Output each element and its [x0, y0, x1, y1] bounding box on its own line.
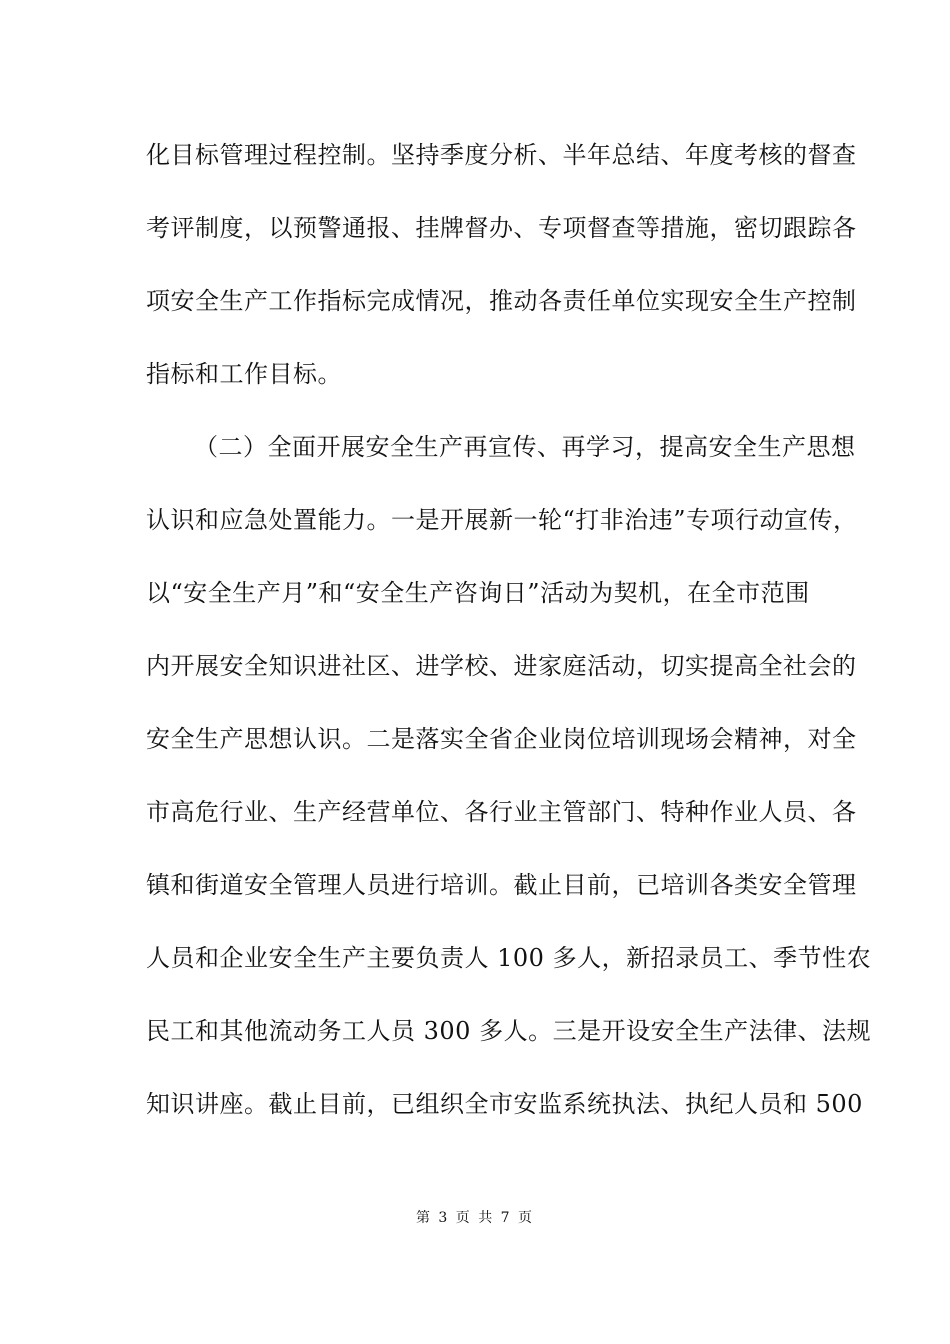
- paragraph-line: 内开展安全知识进社区、进学校、进家庭活动，切实提高全社会的: [146, 652, 857, 680]
- section-heading-line: （二）全面开展安全生产再宣传、再学习，提高安全生产思想: [194, 433, 856, 461]
- paragraph-line: 考评制度，以预警通报、挂牌督办、专项督查等措施，密切跟踪各: [146, 214, 857, 242]
- paragraph-line: 指标和工作目标。: [146, 360, 342, 388]
- paragraph-line: 市高危行业、生产经营单位、各行业主管部门、特种作业人员、各: [146, 798, 857, 826]
- paragraph-line: 民工和其他流动务工人员 300 多人。三是开设安全生产法律、法规: [146, 1017, 872, 1045]
- paragraph-line: 知识讲座。截止目前，已组织全市安监系统执法、执纪人员和 500: [146, 1090, 863, 1118]
- paragraph-line: 人员和企业安全生产主要负责人 100 多人，新招录员工、季节性农: [146, 944, 872, 972]
- paragraph-line: 安全生产思想认识。二是落实全省企业岗位培训现场会精神，对全: [146, 725, 857, 753]
- paragraph-line: 以“安全生产月”和“安全生产咨询日”活动为契机，在全市范围: [146, 579, 810, 607]
- paragraph-line: 化目标管理过程控制。坚持季度分析、半年总结、年度考核的督查: [146, 141, 857, 169]
- paragraph-line: 镇和街道安全管理人员进行培训。截止目前，已培训各类安全管理: [146, 871, 857, 899]
- paragraph-line: 认识和应急处置能力。一是开展新一轮“打非治违”专项行动宣传，: [146, 506, 858, 534]
- paragraph-line: 项安全生产工作指标完成情况，推动各责任单位实现安全生产控制: [146, 287, 857, 315]
- page-number-footer: 第 3 页 共 7 页: [415, 1210, 535, 1226]
